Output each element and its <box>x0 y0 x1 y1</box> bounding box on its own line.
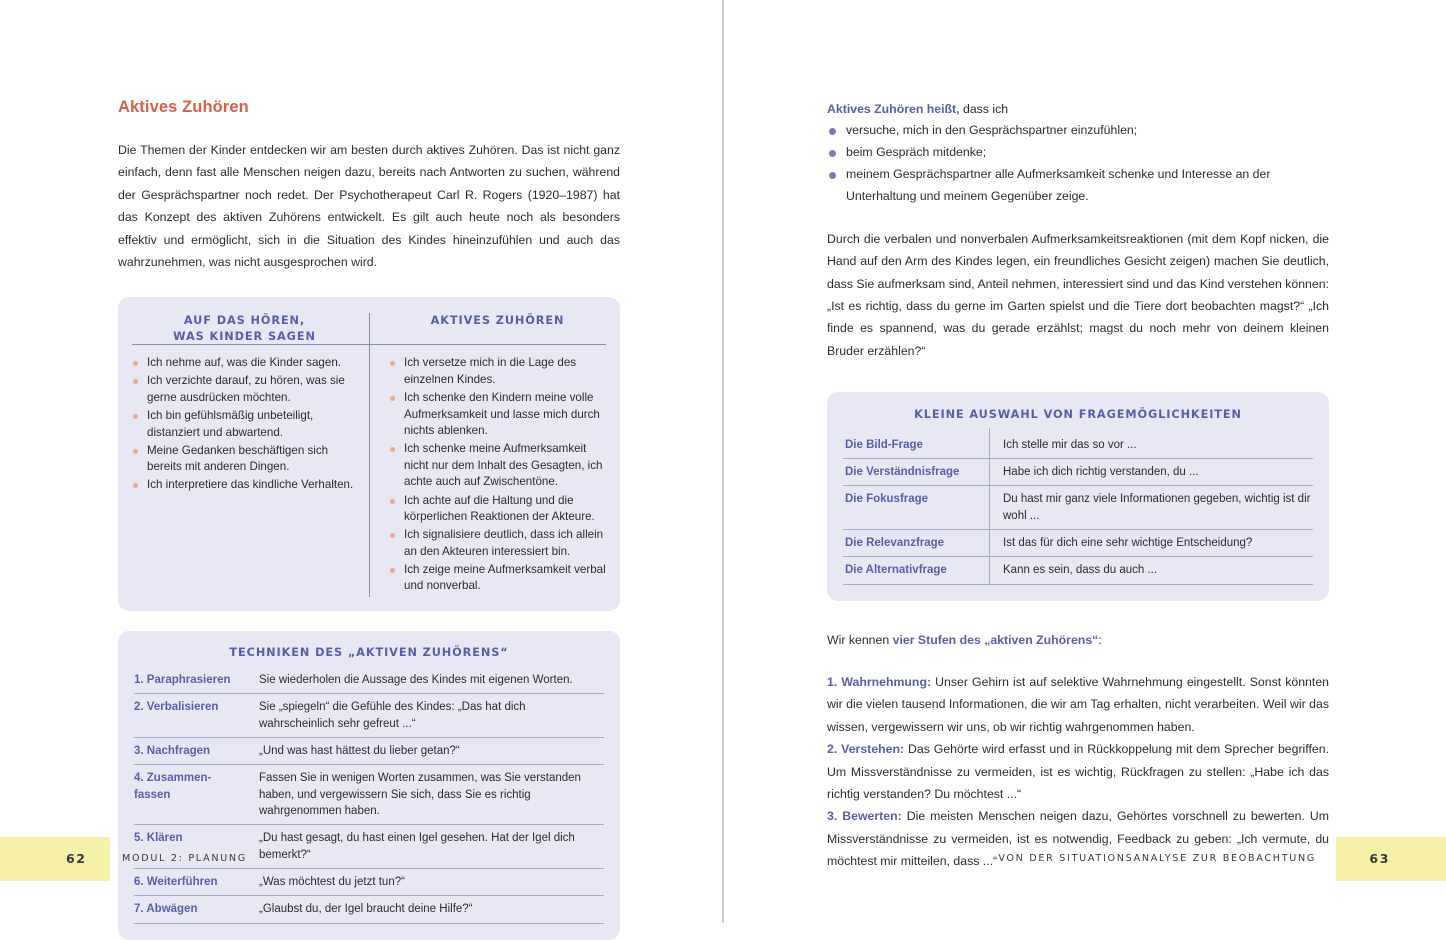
table-row <box>843 557 1313 584</box>
fragen-table <box>843 432 1313 585</box>
table-row-value: „Du hast gesagt, du hast einen Igel gesehen. Hat der Igel dich bemerkt?“ <box>248 825 604 869</box>
list-item: Ich nehme auf, was die Kinder sagen. <box>132 355 357 372</box>
table-row-value: Habe ich dich richtig verstanden, du ... <box>1003 466 1199 479</box>
fragen-box <box>827 392 1329 601</box>
table-row-value: Sie wiederholen die Aussage des Kindes mit eigenen Worten. <box>248 667 604 694</box>
page-title: Aktives Zuhören <box>118 98 249 116</box>
comparison-col2-list <box>369 355 620 596</box>
list-item: Ich bin gefühlsmäßig unbeteiligt, distanziert und abwartend. <box>132 408 357 441</box>
left-page-content <box>118 0 620 940</box>
list-item: Ich zeige meine Aufmerksamkeit verbal und nonverbal. <box>389 562 606 595</box>
list-item: Meine Gedanken beschäftigen sich bereits mit anderen Dingen. <box>132 443 357 476</box>
stufe-label: 3. Bewerten: <box>827 809 902 824</box>
definition-lead-bold: Aktives Zuhören heißt, <box>827 102 960 116</box>
stufen-intro-plain: Wir kennen <box>827 632 893 647</box>
comparison-col1-header <box>118 313 369 344</box>
left-running-head: MODUL 2: PLANUNG <box>122 853 247 864</box>
list-item: Ich schenke meine Aufmerksamkeit nicht nur dem Inhalt des Gesagten, ich achte auch auf Zwischentöne. <box>389 441 606 491</box>
right-footer-swatch <box>1336 837 1446 881</box>
table-row-label: Die Fokusfrage <box>845 493 929 506</box>
comparison-divider-lower <box>369 344 370 596</box>
table-row-label: Die Bild-Frage <box>845 438 923 451</box>
stufen-intro-bold: vier Stufen des „aktiven Zuhörens“ <box>892 632 1099 647</box>
definition-lead-rest: dass ich <box>959 102 1009 116</box>
comparison-col1-list <box>118 355 369 596</box>
table-row-label: Die Relevanzfrage <box>845 537 945 550</box>
list-item: beim Gespräch mitdenke; <box>827 142 1329 164</box>
table-row-value: „Glaubst du, der Igel braucht deine Hilfe?“ <box>248 896 604 923</box>
right-running-head: VON DER SITUATIONSANALYSE ZUR BEOBACHTUNG <box>998 853 1316 864</box>
comparison-col1-items <box>132 355 357 494</box>
table-row-label: Die Alternativfrage <box>845 564 947 577</box>
table-row-label: 5. Klären <box>134 825 248 869</box>
table-row-label: 1. Paraphrasieren <box>134 667 248 694</box>
list-item: Ich verzichte darauf, zu hören, was sie gerne ausdrücken möchten. <box>132 373 357 406</box>
table-row-label: 6. Weiterführen <box>134 869 248 896</box>
comparison-col2-header <box>369 313 620 344</box>
stufe-text: Das Gehörte wird erfasst und in Rückkoppelung mit dem Sprecher begriffen. Um Missverständnisse zu vermeiden, ist es wichtig, Rückfragen zu stellen: „Habe ich das richtig verstanden? Du möchtest ...“ <box>827 742 1329 801</box>
table-row-label: 7. Abwägen <box>134 896 248 923</box>
table-row <box>843 486 1313 530</box>
table-row <box>134 667 604 694</box>
comparison-divider <box>369 313 370 344</box>
list-item: Ich versetze mich in die Lage des einzelnen Kindes. <box>389 355 606 388</box>
techniken-box-title: TECHNIKEN DES „AKTIVEN ZUHÖRENS“ <box>229 645 509 659</box>
table-row <box>843 530 1313 557</box>
stufen-intro <box>827 629 1329 651</box>
table-row-value: Fassen Sie in wenigen Worten zusammen, was Sie verstanden haben, und vergewissern Sie sich, dass Sie es richtig wahrgenommen haben. <box>248 765 604 825</box>
table-row-value: Ist das für dich eine sehr wichtige Entscheidung? <box>1003 537 1253 550</box>
definition-lead <box>827 98 1329 120</box>
fragen-column-divider <box>989 428 990 585</box>
list-item: Ich signalisiere deutlich, dass ich allein an den Akteuren interessiert bin. <box>389 527 606 560</box>
stufe-paragraph <box>827 671 1329 738</box>
list-item: Ich achte auf die Haltung und die körperlichen Reaktionen der Akteure. <box>389 493 606 526</box>
comparison-col2-items <box>389 355 606 595</box>
table-row <box>134 694 604 738</box>
table-row <box>134 738 604 765</box>
stufe-text: Die meisten Menschen neigen dazu, Gehörtes vorschnell zu bewerten. Um Missverständnisse zu vermeiden, ist es notwendig, Feedback zu geben: „Ich vermute, du möchtest mir mitteilen, dass ...“ <box>827 809 1329 869</box>
comparison-col2-title: AKTIVES ZUHÖREN <box>430 314 565 328</box>
list-item: Ich interpretiere das kindliche Verhalten. <box>132 477 357 494</box>
list-item: Ich schenke den Kindern meine volle Aufmerksamkeit und lasse mich durch nichts ablenken. <box>389 390 606 440</box>
table-row <box>843 432 1313 459</box>
left-footer-swatch <box>0 837 110 881</box>
comparison-titles <box>118 313 620 344</box>
stufen-intro-end: : <box>1098 632 1102 647</box>
comparison-lists <box>118 344 620 596</box>
table-row-value: „Und was hast hättest du lieber getan?“ <box>248 738 604 765</box>
table-row-label: 4. Zusammen- fassen <box>134 765 248 825</box>
table-row-label: 3. Nachfragen <box>134 738 248 765</box>
left-page-number: 62 <box>66 851 87 866</box>
left-page <box>0 0 723 923</box>
right-page-number: 63 <box>1369 851 1390 866</box>
table-row-value: Du hast mir ganz viele Informationen gegeben, wichtig ist dir wohl ... <box>1003 493 1311 522</box>
stufe-label: 2. Verstehen: <box>827 742 905 757</box>
left-footer <box>0 837 723 923</box>
list-item: versuche, mich in den Gesprächspartner einzufühlen; <box>827 120 1329 142</box>
table-row-label: 2. Verbalisieren <box>134 694 248 738</box>
table-row-value: Kann es sein, dass du auch ... <box>1003 564 1158 577</box>
comparison-col1-title-line1: AUF DAS HÖREN, <box>183 314 306 328</box>
table-row-value: Sie „spiegeln“ die Gefühle des Kindes: „Das hat dich wahrscheinlich sehr gefreut ...“ <box>248 694 604 738</box>
reactions-paragraph: Durch die verbalen und nonverbalen Aufmerksamkeitsreaktionen (mit dem Kopf nicken, die Hand auf den Arm des Kindes legen, ein freundliches Gesicht zeigen) machen Sie deutlich, dass Sie aufmerksam sind, Anteil nehmen, interessiert sind und das Kind verstehen können: „Ist es richtig, dass du gerne im Garten spielst und die Tiere dort beobachten magst?“ „Ich finde es spannend, was du gerade erzählst; magst du noch mehr von deinem kleinen Bruder erzählen?“ <box>827 231 1329 358</box>
right-footer <box>723 837 1446 923</box>
stufe-paragraph <box>827 738 1329 805</box>
stufe-label: 1. Wahrnehmung: <box>827 675 932 690</box>
table-row <box>134 765 604 825</box>
table-row <box>843 459 1313 486</box>
right-page <box>723 0 1446 923</box>
table-row-value: Ich stelle mir das so vor ... <box>1003 438 1137 451</box>
right-page-content <box>827 0 1329 872</box>
stufe-text: Unser Gehirn ist auf selektive Wahrnehmung eingestellt. Sonst könnten wir die vielen tausend Informationen, die wir am Tag erhalten, nicht verarbeiten. Weil wir das wissen, vergewissern wir uns, ob wir richtig wahrgenommen haben. <box>827 675 1329 734</box>
table-row-value: „Was möchtest du jetzt tun?“ <box>248 869 604 896</box>
comparison-box <box>118 297 620 610</box>
list-item: meinem Gesprächspartner alle Aufmerksamkeit schenke und Interesse an der Unterhaltung und meinem Gegenüber zeige. <box>827 164 1329 208</box>
fragen-box-title: KLEINE AUSWAHL VON FRAGEMÖGLICHKEITEN <box>914 408 1242 422</box>
comparison-col1-title-line2: WAS KINDER SAGEN <box>173 329 316 343</box>
definition-list <box>827 120 1329 208</box>
table-row-label: Die Verständnisfrage <box>845 466 960 479</box>
intro-paragraph: Die Themen der Kinder entdecken wir am besten durch aktives Zuhören. Das ist nicht ganz einfach, denn fast alle Menschen neigen dazu, bereits nach Antworten zu suchen, während der Gesprächspartner noch redet. Der Psychotherapeut Carl R. Rogers (1920–1987) hat das Konzept des aktiven Zuhörens entwickelt. Es gilt auch heute noch als besonders effektiv und ermöglicht, sich in die Situation des Kindes hineinzufühlen und auch das wahrzunehmen, was nicht ausgesprochen wird. <box>118 143 620 269</box>
